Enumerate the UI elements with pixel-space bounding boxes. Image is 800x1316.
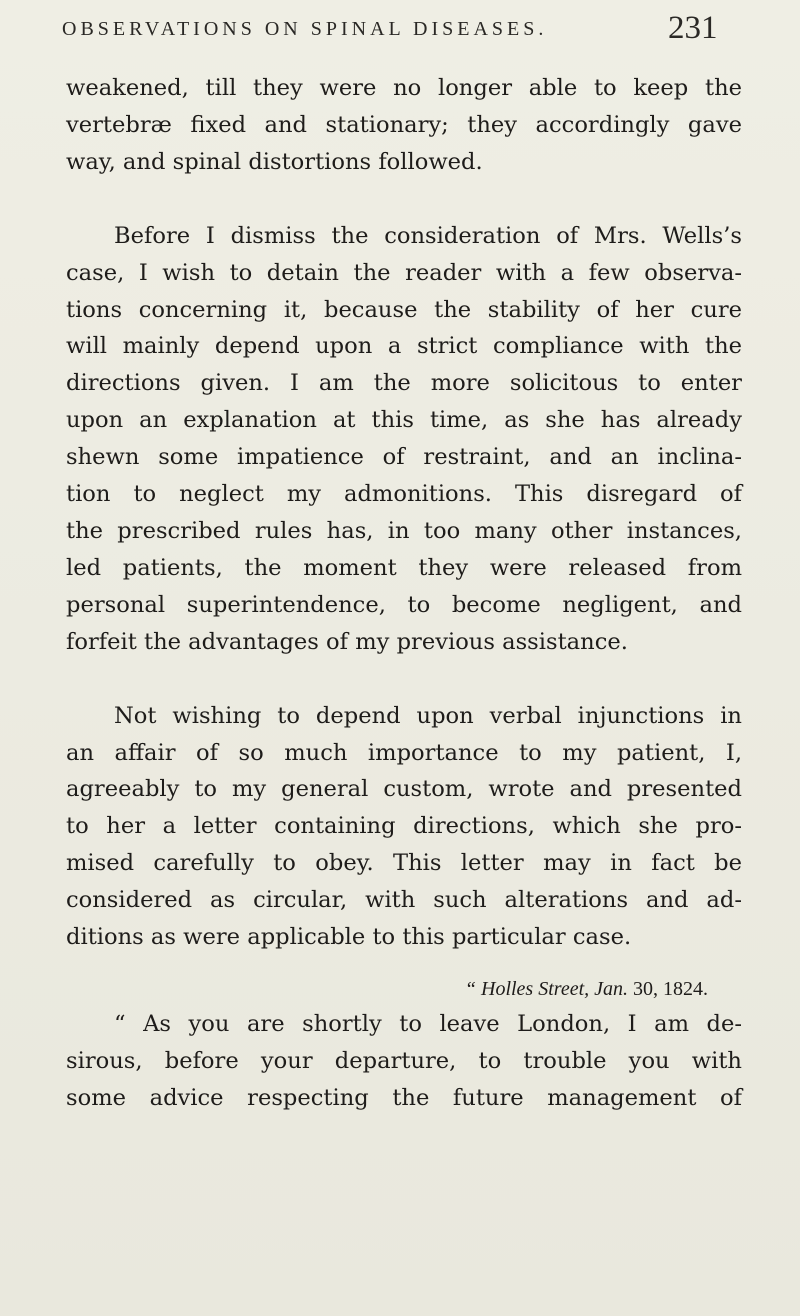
text-line: way, and spinal distortions followed. xyxy=(66,148,483,175)
text-line: some advice respecting the future management of xyxy=(66,1084,742,1111)
text-line: tions concerning it, because the stability of her cure xyxy=(66,296,742,323)
letter-body xyxy=(66,1006,742,1117)
text-line: mised carefully to obey. This letter may in fact be xyxy=(66,850,742,877)
text-line: directions given. I am the more solicitous to enter xyxy=(66,370,742,397)
text-line: considered as circular, with such alterations and ad- xyxy=(66,887,742,914)
text-line: tion to neglect my admonitions. This disregard of xyxy=(66,481,742,508)
text-line: Not wishing to depend upon verbal injunctions in xyxy=(114,702,742,729)
paragraph xyxy=(66,698,742,956)
letter-gap xyxy=(66,956,742,972)
paragraph xyxy=(66,70,742,181)
text-line: Before I dismiss the consideration of Mrs. Wells’s xyxy=(114,222,742,249)
text-line: sirous, before your departure, to trouble you with xyxy=(66,1047,742,1074)
body-text xyxy=(66,70,742,1117)
text-line: upon an explanation at this time, as she has already xyxy=(66,407,742,434)
text-line: forfeit the advantages of my previous assistance. xyxy=(66,628,628,655)
text-line: case, I wish to detain the reader with a few observa- xyxy=(66,259,742,286)
page-number: 231 xyxy=(668,10,718,46)
text-line: “ As you are shortly to leave London, I am de- xyxy=(114,1010,742,1037)
running-title: OBSERVATIONS ON SPINAL DISEASES. xyxy=(62,18,548,40)
text-line: weakened, till they were no longer able to keep the xyxy=(66,75,742,101)
paragraph xyxy=(66,218,742,661)
dateline-date: 30, 1824. xyxy=(633,977,708,1000)
text-line: shewn some impatience of restraint, and an inclina- xyxy=(66,444,742,471)
text-line: led patients, the moment they were released from xyxy=(66,554,742,581)
paragraph-gap xyxy=(66,181,742,218)
text-line: ditions as were applicable to this particular case. xyxy=(66,924,632,951)
text-line: personal superintendence, to become negligent, and xyxy=(66,591,742,618)
text-line: agreeably to my general custom, wrote and presented xyxy=(66,776,742,803)
paragraph-gap xyxy=(66,661,742,698)
text-line: an affair of so much importance to my patient, I, xyxy=(66,739,742,766)
text-line: will mainly depend upon a strict compliance with the xyxy=(66,333,742,360)
letter-dateline xyxy=(66,972,742,1006)
text-line: vertebræ fixed and stationary; they accordingly gave xyxy=(66,111,742,138)
text-line: the prescribed rules has, in too many other instances, xyxy=(66,517,742,544)
text-line: to her a letter containing directions, which she pro- xyxy=(66,813,742,840)
dateline-place: “ Holles Street, Jan. xyxy=(464,977,628,1000)
